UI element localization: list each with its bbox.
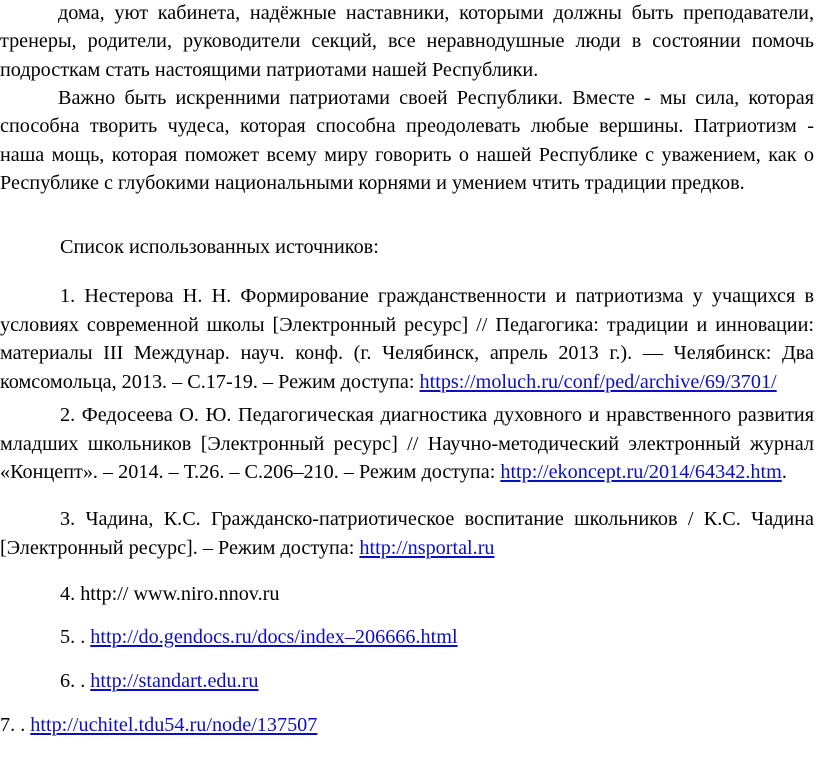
- sources-heading: Список использованных источников:: [60, 236, 379, 258]
- paragraph-2: Важно быть искренними патриотами своей Республики. Вместе - мы сила, которая способна творить чудеса, которая способна преодолевать любые вершины. Патриотизм - наша мощь, которая поможет всему миру говорить о нашей Республике с уважением, как о Республике с глубокими национальными корнями и умением чтить традиции предков.: [0, 87, 814, 195]
- reference-5-link[interactable]: http://do.gendocs.ru/docs/index–206666.html: [90, 626, 458, 648]
- reference-1: [0, 282, 814, 396]
- reference-5-prefix: 5. .: [60, 626, 91, 648]
- reference-3: [0, 505, 814, 562]
- reference-2-text: 2. Федосеева О. Ю. Педагогическая диагностика духовного и нравственного развития младших школьников [Электронный ресурс] // Научно-методический электронный журнал «Концепт». – 2014. – Т.26. – С.206–210. – Режим доступа:: [0, 404, 814, 484]
- reference-1-link[interactable]: https://moluch.ru/conf/ped/archive/69/3701/: [419, 370, 777, 393]
- reference-2-tail: .: [781, 461, 787, 484]
- reference-5: [60, 623, 458, 651]
- reference-6-link[interactable]: http://standart.edu.ru: [90, 670, 259, 692]
- reference-4: 4. http:// www.niro.nnov.ru: [60, 583, 280, 605]
- reference-1-text: 1. Нестерова Н. Н. Формирование гражданственности и патриотизма у учащихся в условиях современной школы [Электронный ресурс] // Педагогика: традиции и инновации: материалы III Междунар. науч. конф. (г. Челябинск, апрель 2013 г.). — Челябинск: Два комсомольца, 2013. – С.17-19. – Режим доступа:: [0, 285, 814, 393]
- reference-2-link[interactable]: http://ekoncept.ru/2014/64342.htm: [500, 461, 782, 484]
- reference-3-link[interactable]: http://nsportal.ru: [359, 536, 495, 559]
- paragraph-1: дома, уют кабинета, надёжные наставники, которыми должны быть преподаватели, тренеры, родители, руководители секций, все неравнодушные люди в состоянии помочь подросткам стать настоящими патриотами нашей Республики.: [0, 2, 814, 81]
- reference-7-link[interactable]: http://uchitel.tdu54.ru/node/137507: [30, 714, 318, 736]
- reference-7-prefix: 7. .: [0, 714, 31, 736]
- reference-6-prefix: 6. .: [60, 670, 91, 692]
- reference-3-text: 3. Чадина, К.С. Гражданско-патриотическое воспитание школьников / К.С. Чадина [Электронный ресурс]. – Режим доступа:: [0, 508, 814, 559]
- reference-6: [60, 667, 258, 695]
- reference-2: [0, 401, 814, 487]
- reference-7: [0, 711, 317, 739]
